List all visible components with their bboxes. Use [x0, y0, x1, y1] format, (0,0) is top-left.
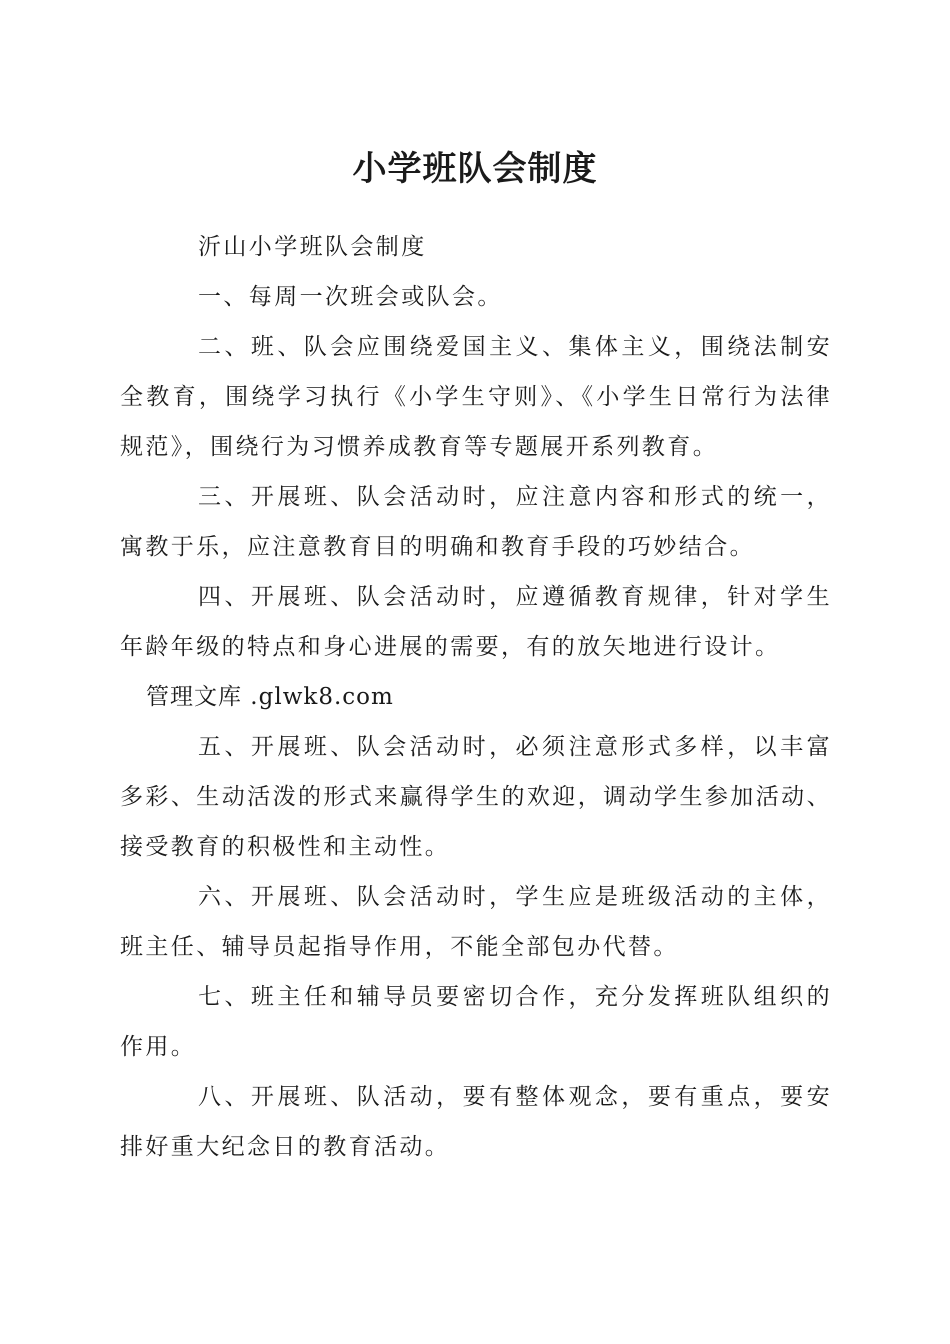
rule-4-paragraph: 四、开展班、队会活动时，应遵循教育规律，针对学生年龄年级的特点和身心进展的需要，有的放矢地进行设计。 [120, 584, 832, 660]
rule-7-paragraph: 七、班主任和辅导员要密切合作，充分发挥班队组织的作用。 [120, 984, 832, 1060]
rule-8-paragraph: 八、开展班、队活动，要有整体观念，要有重点，要安排好重大纪念日的教育活动。 [120, 1084, 832, 1160]
rule-6-paragraph: 六、开展班、队会活动时，学生应是班级活动的主体，班主任、辅导员起指导作用，不能全部包办代替。 [120, 884, 832, 960]
rule-1-paragraph: 一、每周一次班会或队会。 [198, 284, 503, 310]
document-body [120, 222, 832, 1172]
rule-3-paragraph: 三、开展班、队会活动时，应注意内容和形式的统一，寓教于乐，应注意教育目的明确和教育手段的巧妙结合。 [120, 484, 832, 560]
rule-2-paragraph: 二、班、队会应围绕爱国主义、集体主义，围绕法制安全教育，围绕学习执行《小学生守则》、《小学生日常行为法律规范》，围绕行为习惯养成教育等专题展开系列教育。 [120, 334, 832, 460]
subtitle-paragraph: 沂山小学班队会制度 [198, 234, 427, 260]
rule-5-paragraph: 五、开展班、队会活动时，必须注意形式多样，以丰富多彩、生动活泼的形式来赢得学生的欢迎，调动学生参加活动、接受教育的积极性和主动性。 [120, 734, 832, 860]
document-title: 小学班队会制度 [352, 149, 598, 189]
source-watermark-text: 管理文库 .glwk8.com [146, 684, 394, 710]
